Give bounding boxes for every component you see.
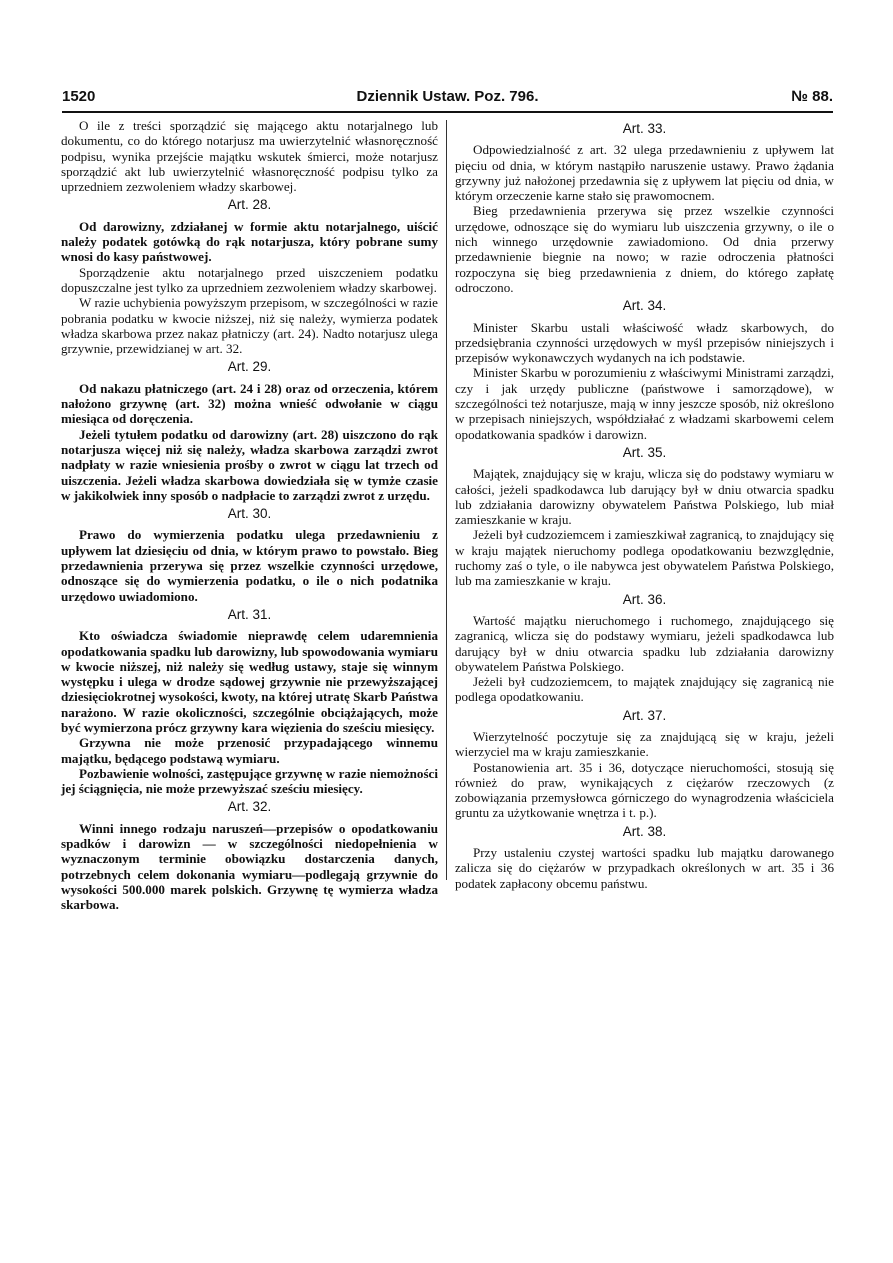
page-number: 1520 bbox=[62, 88, 96, 105]
paragraph: Kto oświadcza świadomie nieprawdę celem udaremnienia opodatkowania spadku lub darowizny, lub spowodowania wymiaru w kwocie niższej, niż należy się według ustawy, staje się winnym występku i ulega w drodze sądowej grzywnie nie przewyższającej dziesięciokrotnej wysokości, kwoty, na której utratę Skarb Państwa narażono. W razie okoliczności, szczególnie obciążających, może być wymierzona prócz grzywny kara więzienia do sześciu miesięcy. bbox=[61, 628, 438, 735]
paragraph: Minister Skarbu ustali właściwość władz skarbowych, do przedsiębrania czynności urzędowych w myśl przepisów niniejszych i przepisów wykonawczych wydanych na ich podstawie. bbox=[455, 319, 834, 366]
paragraph: Jeżeli był cudzoziemcem, to majątek znajdujący się zagranicą nie podlega opodatkowaniu. bbox=[455, 674, 834, 705]
article-heading: Art. 28. bbox=[227, 197, 272, 213]
paragraph: Od darowizny, zdziałanej w formie aktu notarjalnego, uiścić należy podatek gotówką do rąk notarjusza, który pobrane sumy wnosi do kasy państwowej. bbox=[61, 218, 438, 265]
paragraph: Postanowienia art. 35 i 36, dotyczące nieruchomości, stosują się również do praw, wynikających z ciężarów rzeczowych (z zobowiązania przemysłowca górniczego do wynagrodzenia właściciela gruntu za użytkowanie wnętrza i t. p.). bbox=[455, 759, 834, 821]
left-column bbox=[61, 118, 438, 913]
paragraph: Pozbawienie wolności, zastępujące grzywnę w razie niemożności jej ściągnięcia, nie może przewyższać sześciu miesięcy. bbox=[61, 765, 438, 797]
page-header bbox=[62, 88, 833, 112]
journal-title: Dziennik Ustaw. Poz. 796. bbox=[356, 88, 539, 105]
column-divider bbox=[446, 120, 447, 880]
paragraph: O ile z treści sporządzić się mającego aktu notarjalnego lub dokumentu, co do którego notarjusz ma uwierzytelnić własnoręczność podpisu, wynika przejście majątku wskutek śmierci, może notarjusz sporządzić akt lub uwierzytelnić własnoręczność podpisu tylko za uprzedniem zezwoleniem władzy skarbowej. bbox=[61, 118, 438, 195]
paragraph: Bieg przedawnienia przerywa się przez wszelkie czynności urzędowe, odnoszące się do wymiaru lub uiszczenia grzywny, o ile o nich winnego urzędownie zawiadomiono. Od dnia przerwy przedawnienie biegnie na nowo; w razie odroczenia płatności rozpoczyna się bieg przedawnienia z dniem, do którego zapłatę odroczono. bbox=[455, 203, 834, 295]
article-heading: Art. 36. bbox=[622, 591, 667, 607]
article-heading: Art. 33. bbox=[622, 121, 667, 136]
paragraph: Minister Skarbu w porozumieniu z właściwymi Ministrami zarządzi, czy i jak urzędy publiczne (państwowe i samorządowe), w szczególności też notarjusze, mają w inny jeszcze sposób, niż określono w przepisach niniejszych, współdziałać z władzami skarbowemi celem opodatkowania spadków i darowizn. bbox=[455, 365, 834, 442]
paragraph: Od nakazu płatniczego (art. 24 i 28) oraz od orzeczenia, którem nałożono grzywnę (art. 32) można wnieść odwołanie w ciągu miesiąca od doręczenia. bbox=[61, 380, 438, 427]
paragraph: Wartość majątku nieruchomego i ruchomego, znajdującego się zagranicą, wlicza się do podstawy wymiaru, jeżeli spadkodawca lub darujący był w dniu otwarcia spadku lub zdziałania darowizny obywatelem Państwa Polskiego. bbox=[455, 612, 834, 674]
article-heading: Art. 35. bbox=[622, 444, 667, 460]
paragraph: Jeżeli był cudzoziemcem i zamieszkiwał zagranicą, to znajdujący się w kraju majątek nieruchomy podlega opodatkowaniu bezwzględnie, ruchomy zaś o tyle, o ile nabywca jest obywatelem Państwa Polskiego, lub ma zamieszkanie w kraju. bbox=[455, 527, 834, 589]
paragraph: Jeżeli tytułem podatku od darowizny (art. 28) uiszczono do rąk notarjusza więcej niż się należy, władza skarbowa zarządzi zwrot nadpłaty w razie wniesienia prośby o zwrot w ciągu lat trzech od uiszczenia. Jeżeli władza skarbowa dowiedziała się w tymże czasie w jakikolwiek inny sposób o nadpłacie to zarządzi zwrot z urzędu. bbox=[61, 426, 438, 503]
paragraph: Prawo do wymierzenia podatku ulega przedawnieniu z upływem lat dziesięciu od dnia, w którym prawo to powstało. Bieg przedawnienia przerywa się przez wszelkie czynności urzędowe, odnoszące się do wymierzenia podatku, o ile o nich podatnika urzędowo uwiadomiono. bbox=[61, 527, 438, 604]
article-heading: Art. 30. bbox=[227, 506, 272, 522]
article-heading: Art. 32. bbox=[227, 799, 272, 815]
paragraph: Odpowiedzialność z art. 32 ulega przedawnieniu z upływem lat pięciu od dnia, w którym nastąpiło naruszenie ustawy. Prawo żądania grzywny już nałożonej przedawnia się z upływem lat pięciu od dnia, w którym orzeczenie karne stało się prawomocnem. bbox=[455, 142, 834, 204]
paragraph: Przy ustaleniu czystej wartości spadku lub majątku darowanego zalicza się do ciężarów w przypadkach określonych w art. 35 i 36 podatek zapłacony obcemu państwu. bbox=[455, 845, 834, 891]
header-rule bbox=[62, 111, 833, 113]
article-heading: Art. 38. bbox=[622, 823, 667, 839]
article-heading: Art. 37. bbox=[622, 707, 667, 723]
article-heading: Art. 34. bbox=[622, 298, 667, 314]
paragraph: W razie uchybienia powyższym przepisom, w szczególności w razie pobrania podatku w kwocie niższej, niż się należy, wymierza podatek władza skarbowa przez nakaz płatniczy (art. 24). Nadto notarjusz ulega grzywnie, przewidzianej w art. 32. bbox=[61, 295, 438, 357]
paragraph: Wierzytelność poczytuje się za znajdującą się w kraju, jeżeli wierzyciel ma w kraju zamieszkanie. bbox=[455, 728, 834, 760]
issue-number: № 88. bbox=[791, 88, 833, 105]
paragraph: Grzywna nie może przenosić przypadającego winnemu majątku, będącego podstawą wymiaru. bbox=[61, 735, 438, 766]
paragraph: Sporządzenie aktu notarjalnego przed uiszczeniem podatku dopuszczalne jest tylko za uprzedniem zezwoleniem władzy skarbowej. bbox=[61, 264, 438, 295]
right-column bbox=[455, 118, 834, 891]
article-heading: Art. 29. bbox=[227, 359, 272, 375]
article-heading: Art. 31. bbox=[227, 606, 272, 622]
paragraph: Winni innego rodzaju naruszeń—przepisów o opodatkowaniu spadków i darowizn — w szczególności niedopełnienia w wyznaczonym terminie obowiązku dostarczenia danych, potrzebnych celem dokonania wymiaru—podlegają grzywnie do wysokości 500.000 marek polskich. Grzywnę tę wymierza władza skarbowa. bbox=[61, 820, 438, 913]
paragraph: Majątek, znajdujący się w kraju, wlicza się do podstawy wymiaru w całości, jeżeli spadkodawca lub darujący był w dniu otwarcia spadku lub zdziałania darowizny obywatelem Państwa Polskiego, lub miał zamieszkanie w kraju. bbox=[455, 466, 834, 528]
